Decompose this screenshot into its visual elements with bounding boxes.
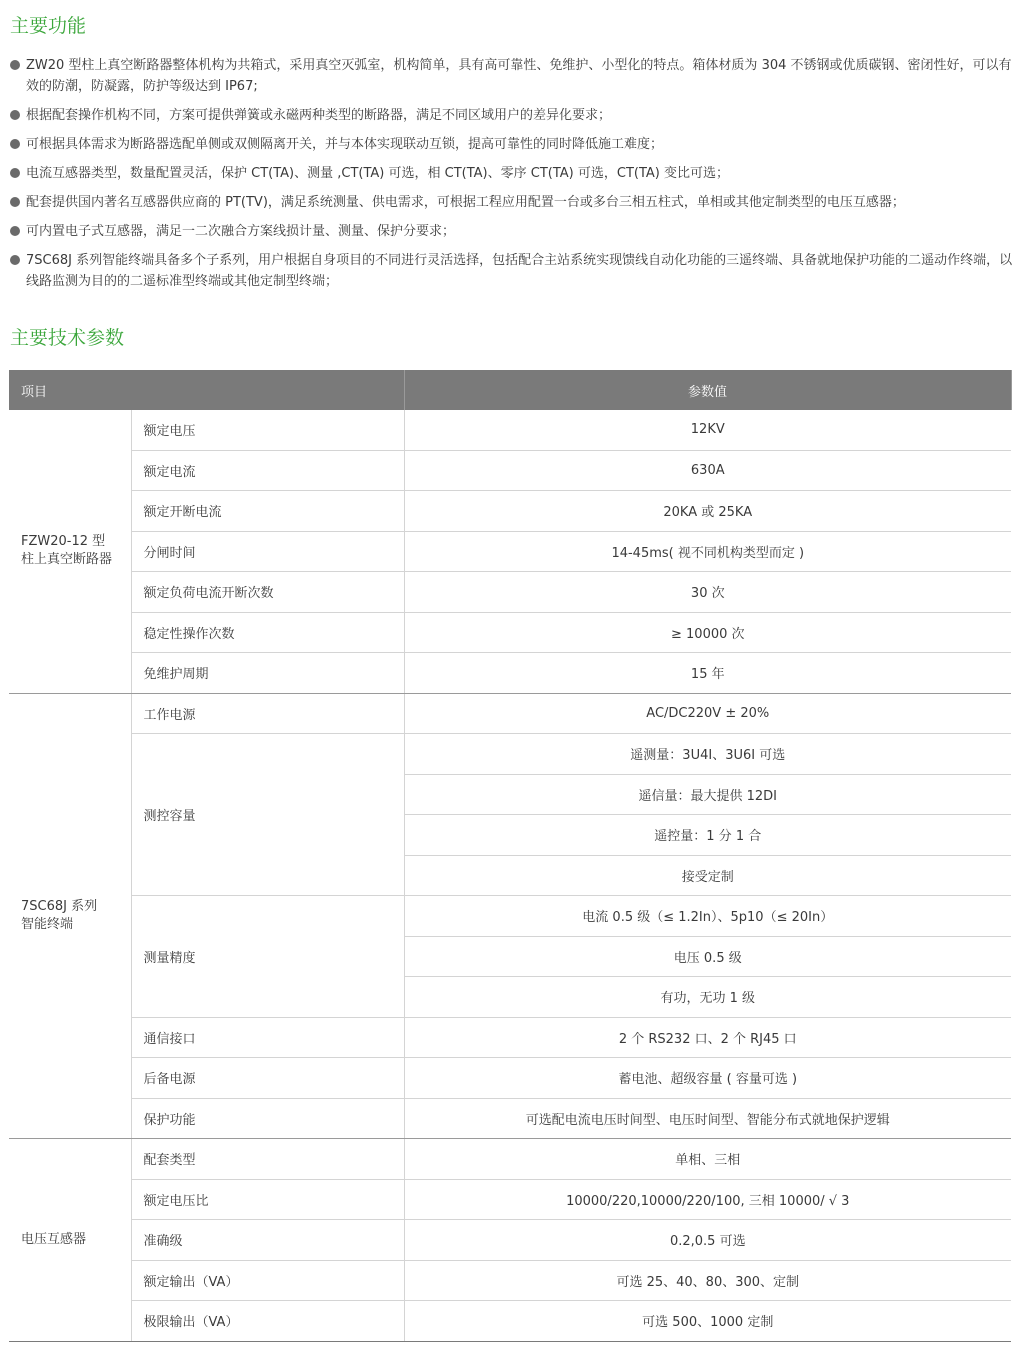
feature-item: [10, 250, 1014, 292]
param-value: 15 年: [404, 653, 1011, 694]
param-name: 通信接口: [131, 1017, 404, 1058]
param-value: 接受定制: [404, 855, 1011, 896]
table-row: [9, 896, 1011, 937]
table-row: [9, 1058, 1011, 1099]
param-value: 电流 0.5 级（≤ 1.2In）、5p10（≤ 20In）: [404, 896, 1011, 937]
group-vt: [9, 1139, 131, 1342]
param-name: 免维护周期: [131, 653, 404, 694]
table-row: [9, 531, 1011, 572]
table-row: [9, 572, 1011, 613]
param-value: ≥ 10000 次: [404, 612, 1011, 653]
table-row: [9, 1260, 1011, 1301]
features-list: [10, 55, 1014, 300]
table-row: [9, 734, 1011, 775]
feature-item: [10, 105, 1014, 126]
param-name: 准确级: [131, 1220, 404, 1261]
param-value: 630A: [404, 450, 1011, 491]
bullet-icon: [10, 139, 20, 149]
param-name: 测量精度: [131, 896, 404, 1018]
param-name: 保护功能: [131, 1098, 404, 1139]
header-value: 参数值: [404, 370, 1011, 410]
param-value: 12KV: [404, 410, 1011, 450]
group-label: FZW20-12 型: [21, 534, 106, 550]
bullet-icon: [10, 226, 20, 236]
param-value: 20KA 或 25KA: [404, 491, 1011, 532]
header-item: 项目: [9, 370, 404, 410]
bullet-icon: [10, 60, 20, 70]
feature-text: 电流互感器类型，数量配置灵活，保护 CT(TA)、测量 ,CT(TA) 可选，相 CT(TA)、零序 CT(TA) 可选，CT(TA) 变比可选；: [26, 166, 729, 181]
param-name: 极限输出（VA）: [131, 1301, 404, 1342]
param-value: 遥控量：1 分 1 合: [404, 815, 1011, 856]
param-value: 10000/220,10000/220/100, 三相 10000/ √ 3: [404, 1179, 1011, 1220]
bullet-icon: [10, 110, 20, 120]
feature-item: [10, 163, 1014, 184]
feature-text: 可根据具体需求为断路器选配单侧或双侧隔离开关，并与本体实现联动互锁，提高可靠性的同时降低施工难度；: [26, 137, 664, 152]
param-name: 额定电压比: [131, 1179, 404, 1220]
param-value: 有功，无功 1 级: [404, 977, 1011, 1018]
param-name: 稳定性操作次数: [131, 612, 404, 653]
param-value: 遥测量：3U4I、3U6I 可选: [404, 734, 1011, 775]
param-name: 额定负荷电流开断次数: [131, 572, 404, 613]
param-name: 额定开断电流: [131, 491, 404, 532]
feature-text: 配套提供国内著名互感器供应商的 PT(TV)，满足系统测量、供电需求，可根据工程应用配置一台或多台三相五柱式，单相或其他定制类型的电压互感器；: [26, 195, 905, 210]
table-row: [9, 612, 1011, 653]
table-row: [9, 1139, 1011, 1180]
param-name: 后备电源: [131, 1058, 404, 1099]
param-name: 测控容量: [131, 734, 404, 896]
table-row: [9, 491, 1011, 532]
param-value: 遥信量：最大提供 12DI: [404, 774, 1011, 815]
param-value: 电压 0.5 级: [404, 936, 1011, 977]
table-row: [9, 1220, 1011, 1261]
table-row: [9, 653, 1011, 694]
param-name: 分闸时间: [131, 531, 404, 572]
table-row: [9, 450, 1011, 491]
feature-text: 可内置电子式互感器，满足一二次融合方案线损计量、测量、保护分要求；: [26, 224, 456, 239]
param-name: 工作电源: [131, 693, 404, 734]
table-header-row: [9, 370, 1011, 410]
param-name: 额定电流: [131, 450, 404, 491]
bullet-icon: [10, 255, 20, 265]
group-label: 智能终端: [21, 916, 74, 932]
feature-text: 根据配套操作机构不同，方案可提供弹簧或永磁两种类型的断路器，满足不同区域用户的差异化要求；: [26, 108, 612, 123]
param-value: 可选 25、40、80、300、定制: [404, 1260, 1011, 1301]
table-row: [9, 1301, 1011, 1342]
table-row: [9, 410, 1011, 450]
param-value: AC/DC220V ± 20%: [404, 693, 1011, 734]
param-value: 可选配电流电压时间型、电压时间型、智能分布式就地保护逻辑: [404, 1098, 1011, 1139]
feature-item: [10, 134, 1014, 155]
feature-item: [10, 55, 1014, 97]
table-row: [9, 1017, 1011, 1058]
param-value: 可选 500、1000 定制: [404, 1301, 1011, 1342]
param-name: 额定电压: [131, 410, 404, 450]
table-row: [9, 1179, 1011, 1220]
feature-item: [10, 192, 1014, 213]
group-label: 柱上真空断路器: [21, 552, 113, 568]
group-terminal: [9, 693, 131, 1139]
group-label: 7SC68J 系列: [21, 898, 98, 914]
feature-item: [10, 221, 1014, 242]
feature-text: ZW20 型柱上真空断路器整体机构为共箱式，采用真空灭弧室，机构简单，具有高可靠性、免维护、小型化的特点。箱体材质为 304 不锈钢或优质碳钢、密闭性好，可以有效的防潮，防凝露，防护等级达到 IP67;: [26, 58, 1012, 94]
params-table: [9, 370, 1012, 1342]
param-value: 蓄电池、超级容量 ( 容量可选 ): [404, 1058, 1011, 1099]
table-row: [9, 1098, 1011, 1139]
features-title: 主要功能: [10, 15, 87, 37]
bullet-icon: [10, 168, 20, 178]
param-value: 14-45ms( 视不同机构类型而定 ): [404, 531, 1011, 572]
feature-text: 7SC68J 系列智能终端具备多个子系列，用户根据自身项目的不同进行灵活选择，包括配合主站系统实现馈线自动化功能的三遥终端、具备就地保护功能的二遥动作终端，以线路监测为目的的二遥标准型终端或其他定制型终端；: [26, 253, 1013, 289]
param-value: 单相、三相: [404, 1139, 1011, 1180]
group-breaker: [9, 410, 131, 693]
group-label: 电压互感器: [21, 1231, 87, 1247]
param-value: 2 个 RS232 口、2 个 RJ45 口: [404, 1017, 1011, 1058]
param-name: 额定输出（VA）: [131, 1260, 404, 1301]
params-title: 主要技术参数: [10, 327, 125, 349]
bullet-icon: [10, 197, 20, 207]
table-row: [9, 693, 1011, 734]
param-name: 配套类型: [131, 1139, 404, 1180]
param-value: 0.2,0.5 可选: [404, 1220, 1011, 1261]
param-value: 30 次: [404, 572, 1011, 613]
